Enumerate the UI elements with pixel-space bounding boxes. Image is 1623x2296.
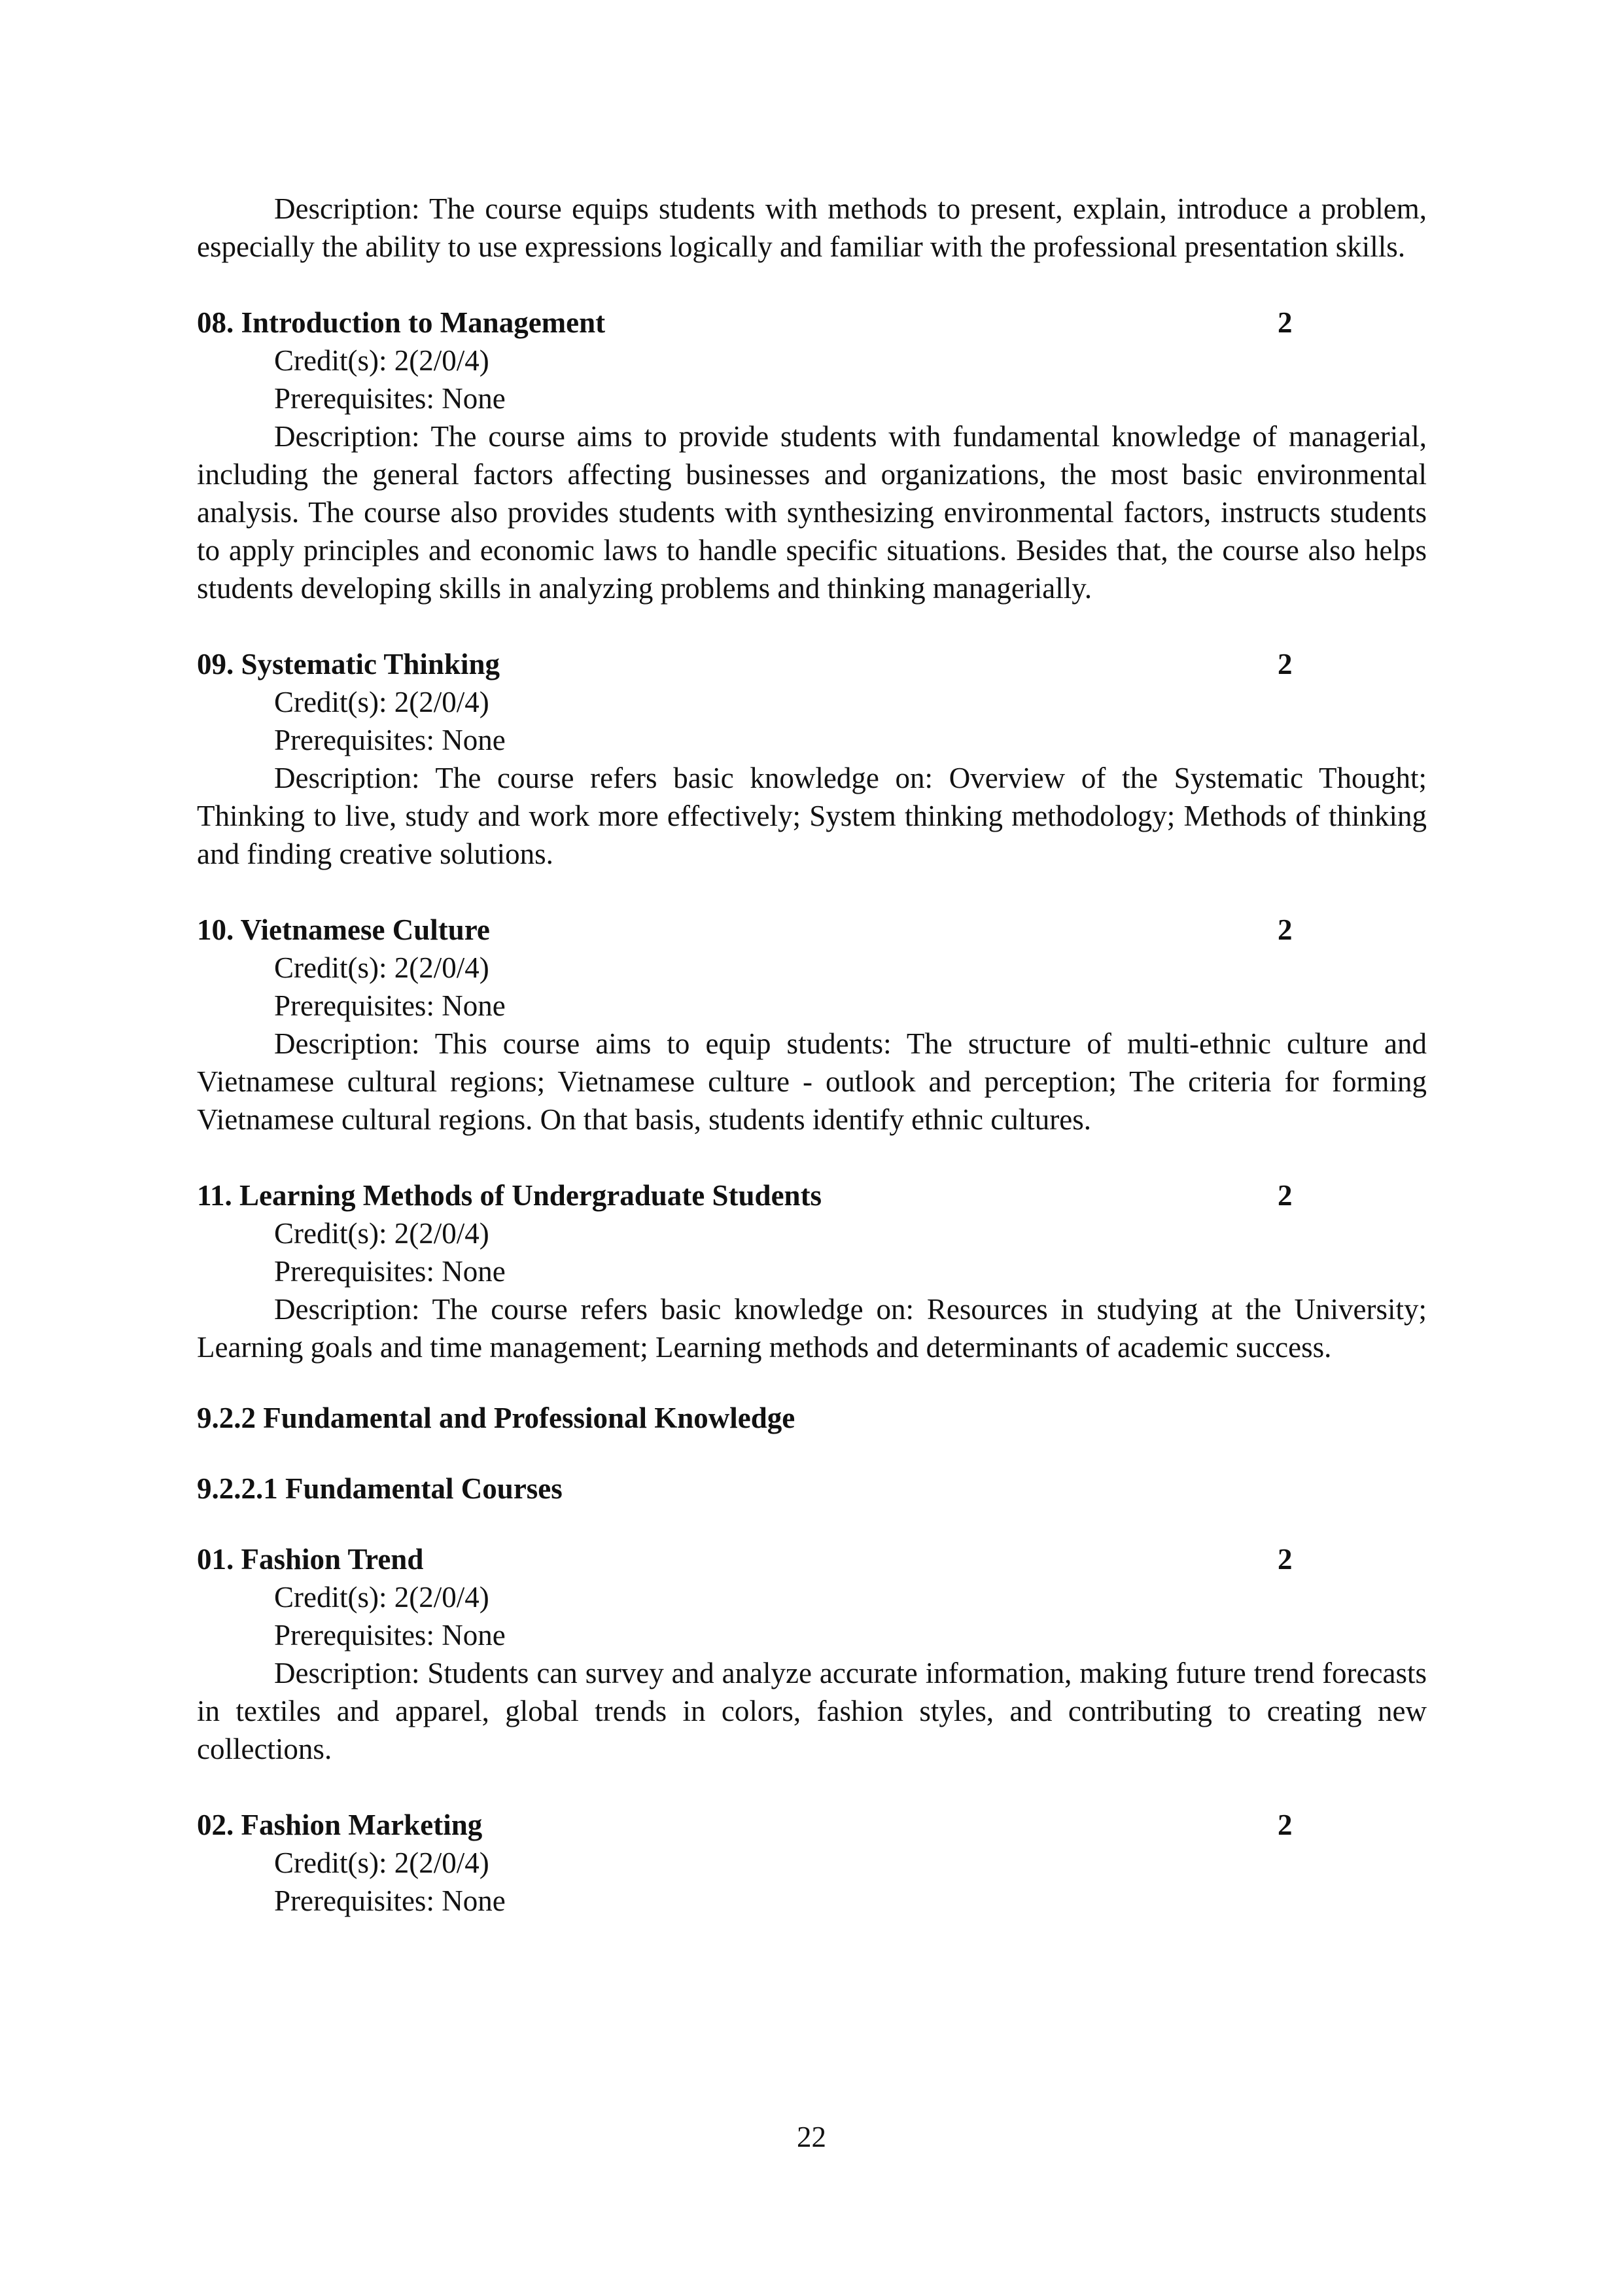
course-block xyxy=(197,911,1427,1139)
course-credits: Credit(s): 2(2/0/4) xyxy=(274,1217,489,1250)
course-title: 01. Fashion Trend xyxy=(197,1543,424,1576)
course-description: Description: This course aims to equip students: The structure of multi-ethnic culture and Vietnamese cultural regions; Vietnamese culture - outlook and perception; The criteria for forming Vietnamese cultural regions. On that basis, students identify ethnic cultures. xyxy=(197,1027,1427,1136)
course-description: Description: The course refers basic knowledge on: Resources in studying at the University; Learning goals and time management; Learning methods and determinants of academic success. xyxy=(197,1293,1427,1364)
course-description: Description: The course refers basic knowledge on: Overview of the Systematic Thought; Thinking to live, study and work more effectively; System thinking methodology; Methods of thinking and finding creative solutions. xyxy=(197,762,1427,870)
course-block xyxy=(197,1540,1427,1768)
course-prerequisites: Prerequisites: None xyxy=(274,1619,506,1651)
course-description: Description: Students can survey and analyze accurate information, making future trend forecasts in textiles and apparel, global trends in colors, fashion styles, and contributing to creating new collections. xyxy=(197,1657,1427,1765)
page-number: 22 xyxy=(797,2121,826,2153)
subsection-heading: 9.2.2.1 Fundamental Courses xyxy=(197,1472,563,1505)
course-credits: Credit(s): 2(2/0/4) xyxy=(274,951,489,984)
course-heading xyxy=(197,1540,1427,1578)
course-block xyxy=(197,1806,1427,1920)
course-credit-count: 2 xyxy=(1278,306,1293,339)
course-credits: Credit(s): 2(2/0/4) xyxy=(274,1846,489,1879)
course-heading xyxy=(197,1806,1427,1844)
section-heading: 9.2.2 Fundamental and Professional Knowledge xyxy=(197,1402,795,1434)
course-prerequisites: Prerequisites: None xyxy=(274,382,506,415)
course-heading xyxy=(197,1176,1427,1214)
course-title: 02. Fashion Marketing xyxy=(197,1809,483,1841)
course-title: 08. Introduction to Management xyxy=(197,306,606,339)
course-heading xyxy=(197,645,1427,683)
course-credit-count: 2 xyxy=(1278,1543,1293,1576)
course-prerequisites: Prerequisites: None xyxy=(274,1884,506,1917)
course-credit-count: 2 xyxy=(1278,913,1293,946)
course-credits: Credit(s): 2(2/0/4) xyxy=(274,1581,489,1614)
course-credits: Credit(s): 2(2/0/4) xyxy=(274,344,489,377)
course-heading xyxy=(197,911,1427,949)
course-prerequisites: Prerequisites: None xyxy=(274,989,506,1022)
course-credit-count: 2 xyxy=(1278,1179,1293,1212)
course-heading xyxy=(197,304,1427,342)
course-prerequisites: Prerequisites: None xyxy=(274,1255,506,1288)
course-description: Description: The course aims to provide students with fundamental knowledge of managerial, including the general factors affecting businesses and organizations, the most basic environmental analysis. The course also provides students with synthesizing environmental factors, instructs students to apply principles and economic laws to handle specific situations. Besides that, the course also helps students developing skills in analyzing problems and thinking managerially. xyxy=(197,420,1427,605)
course-prerequisites: Prerequisites: None xyxy=(274,724,506,756)
course-credit-count: 2 xyxy=(1278,1809,1293,1841)
course-credits: Credit(s): 2(2/0/4) xyxy=(274,686,489,718)
course-title: 11. Learning Methods of Undergraduate Students xyxy=(197,1179,822,1212)
course-title: 10. Vietnamese Culture xyxy=(197,913,490,946)
document-page xyxy=(197,190,1427,1920)
course-title: 09. Systematic Thinking xyxy=(197,648,500,680)
course-credit-count: 2 xyxy=(1278,648,1293,680)
course-block xyxy=(197,1176,1427,1366)
course-block xyxy=(197,304,1427,607)
course-block xyxy=(197,645,1427,873)
intro-description: Description: The course equips students with methods to present, explain, introduce a problem, especially the ability to use expressions logically and familiar with the professional presentation skills. xyxy=(197,192,1427,263)
